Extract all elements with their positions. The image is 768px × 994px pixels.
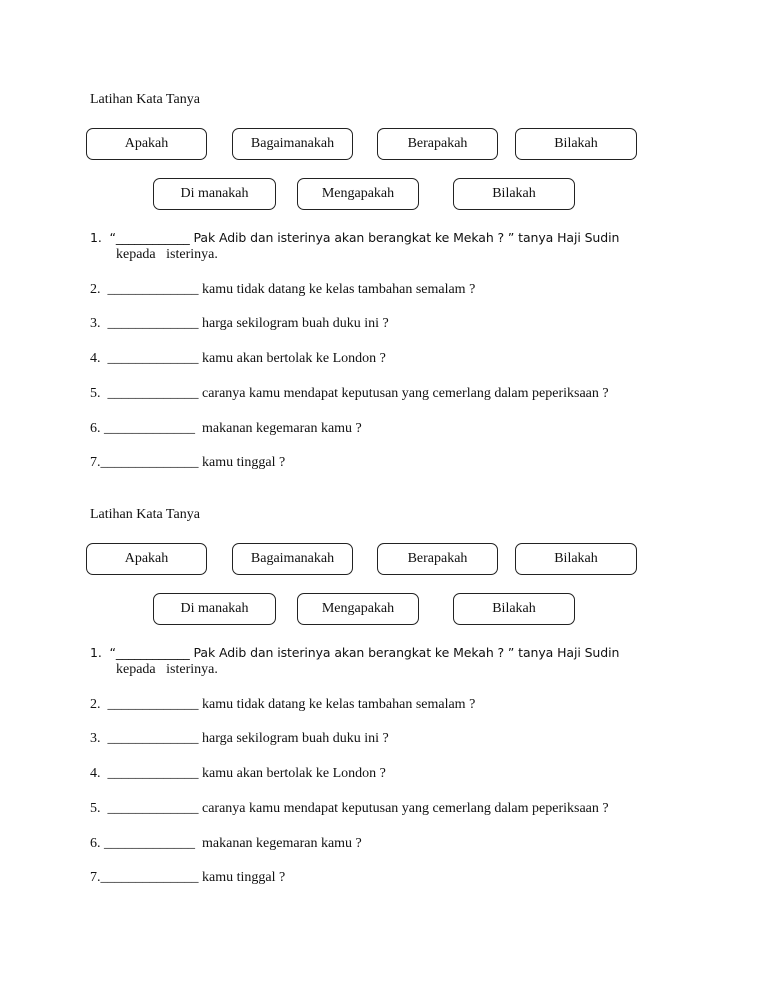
section-title: Latihan Kata Tanya	[90, 507, 200, 522]
question-2: 2. _____________ kamu tidak datang ke kelas tambahan semalam ?	[90, 282, 476, 297]
question-1-continuation: kepada isterinya.	[116, 662, 218, 677]
question-4: 4. _____________ kamu akan bertolak ke London ?	[90, 766, 386, 781]
word-box-mengapakah: Mengapakah	[297, 178, 419, 210]
word-box-apakah: Apakah	[86, 128, 207, 160]
word-box-berapakah: Berapakah	[377, 543, 498, 575]
word-box-mengapakah: Mengapakah	[297, 593, 419, 625]
question-2: 2. _____________ kamu tidak datang ke kelas tambahan semalam ?	[90, 697, 476, 712]
word-box-bilakah-2: Bilakah	[453, 593, 575, 625]
question-6: 6. _____________ makanan kegemaran kamu ?	[90, 836, 362, 851]
question-5: 5. _____________ caranya kamu mendapat keputusan yang cemerlang dalam peperiksaan ?	[90, 801, 609, 816]
word-box-di-manakah: Di manakah	[153, 593, 276, 625]
question-3: 3. _____________ harga sekilogram buah duku ini ?	[90, 316, 389, 331]
question-5: 5. _____________ caranya kamu mendapat keputusan yang cemerlang dalam peperiksaan ?	[90, 386, 609, 401]
question-3: 3. _____________ harga sekilogram buah duku ini ?	[90, 731, 389, 746]
word-box-bagaimanakah: Bagaimanakah	[232, 128, 353, 160]
word-box-bilakah: Bilakah	[515, 543, 637, 575]
section-title: Latihan Kata Tanya	[90, 92, 200, 107]
word-box-bagaimanakah: Bagaimanakah	[232, 543, 353, 575]
question-6: 6. _____________ makanan kegemaran kamu ?	[90, 421, 362, 436]
question-1: 1. “____________ Pak Adib dan isterinya akan berangkat ke Mekah ? ” tanya Haji Sudin	[90, 645, 620, 660]
question-7: 7.______________ kamu tinggal ?	[90, 870, 286, 885]
exercise-section-2	[0, 506, 768, 906]
question-4: 4. _____________ kamu akan bertolak ke London ?	[90, 351, 386, 366]
question-1-continuation: kepada isterinya.	[116, 247, 218, 262]
word-box-bilakah: Bilakah	[515, 128, 637, 160]
question-7: 7.______________ kamu tinggal ?	[90, 455, 286, 470]
question-1: 1. “____________ Pak Adib dan isterinya akan berangkat ke Mekah ? ” tanya Haji Sudin	[90, 230, 620, 245]
exercise-section-1	[0, 91, 768, 491]
word-box-di-manakah: Di manakah	[153, 178, 276, 210]
word-box-berapakah: Berapakah	[377, 128, 498, 160]
word-box-bilakah-2: Bilakah	[453, 178, 575, 210]
word-box-apakah: Apakah	[86, 543, 207, 575]
